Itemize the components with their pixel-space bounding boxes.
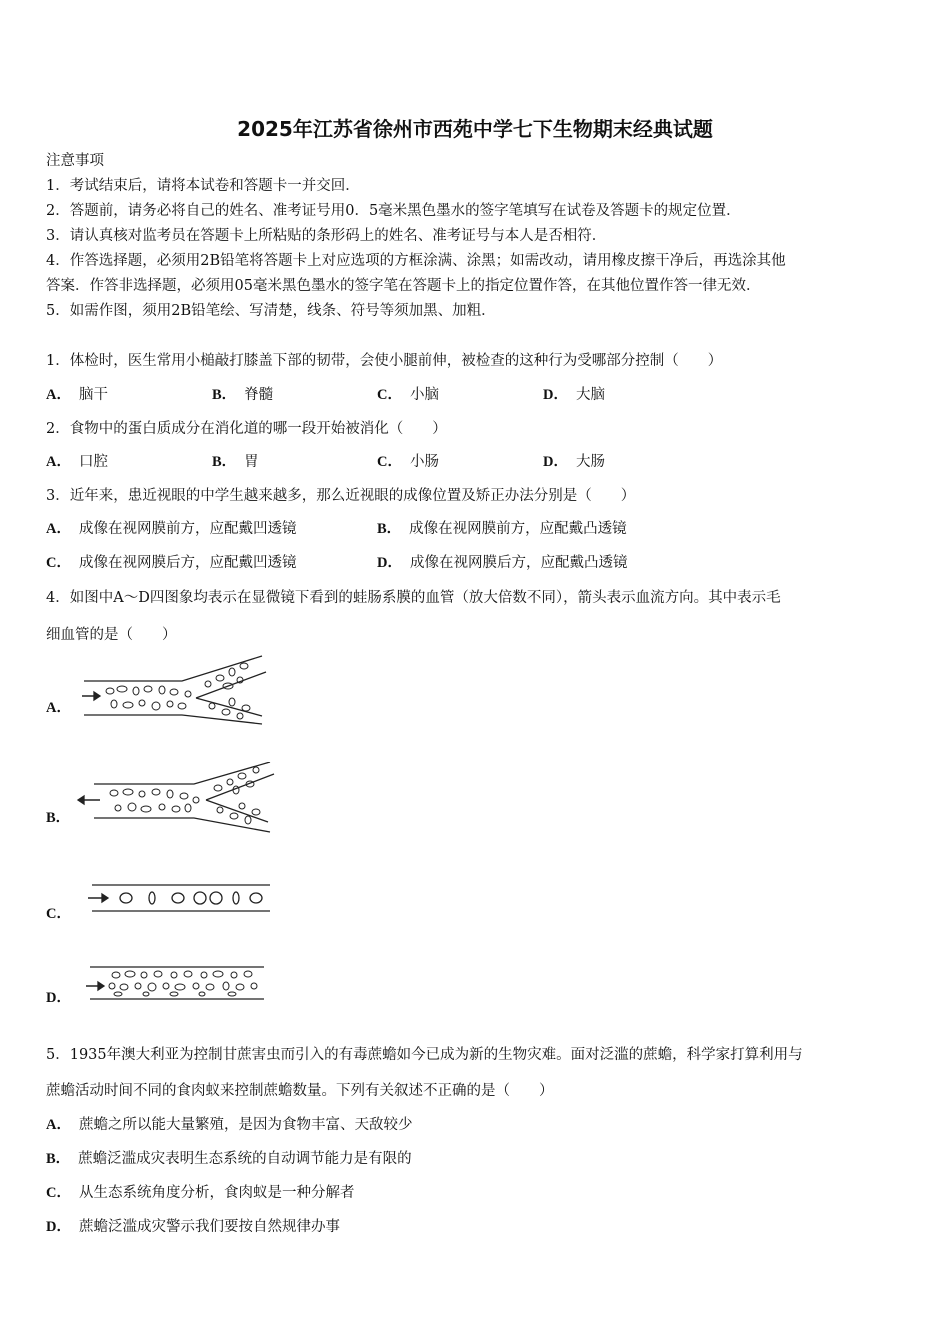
notice-item: 1．考试结束后，请将本试卷和答题卡一并交回． (46, 178, 360, 194)
option-letter: C． (377, 454, 402, 470)
figure-label-d: D． (46, 990, 71, 1006)
question-1-stem: 1．体检时，医生常用小槌敲打膝盖下部的韧带，会使小腿前伸，被检查的这种行为受哪部分控制（ ） (46, 353, 723, 369)
option-text: 蔗蟾泛滥成灾表明生态系统的自动调节能力是有限的 (78, 1151, 412, 1167)
question-2-stem: 2．食物中的蛋白质成分在消化道的哪一段开始被消化（ ） (46, 421, 447, 437)
q1-option-c (377, 385, 439, 405)
option-letter: A． (46, 521, 71, 537)
option-letter: B． (46, 1151, 71, 1167)
option-letter: B． (212, 454, 237, 470)
question-4-stem: 细血管的是（ ） (46, 627, 177, 643)
notice-item: 2．答题前，请务必将自己的姓名、准考证号用0．5毫米黑色墨水的签字笔填写在试卷及答题卡的规定位置． (46, 203, 741, 219)
option-text: 成像在视网膜前方，应配戴凹透镜 (78, 521, 297, 537)
option-letter: A． (46, 1117, 71, 1133)
question-5-stem: 蔗蟾活动时间不同的食肉蚁来控制蔗蟾数量。下列有关叙述不正确的是（ ） (46, 1083, 554, 1099)
option-letter: D． (46, 1219, 71, 1235)
option-letter: A． (46, 454, 71, 470)
option-text: 成像在视网膜后方，应配戴凹透镜 (78, 555, 297, 571)
option-letter: B． (212, 387, 237, 403)
option-letter: C． (46, 1185, 71, 1201)
q2-option-b (212, 452, 259, 472)
option-text: 从生态系统角度分析，食肉蚁是一种分解者 (78, 1185, 355, 1201)
notice-heading: 注意事项 (46, 153, 104, 169)
q5-option-b (46, 1149, 412, 1169)
option-letter: D． (377, 555, 402, 571)
option-text: 成像在视网膜后方，应配戴凸透镜 (409, 555, 628, 571)
option-text: 蔗蟾泛滥成灾警示我们要按自然规律办事 (78, 1219, 340, 1235)
vessel-figure-a (70, 654, 270, 726)
vessel-figure-c (78, 878, 273, 918)
q1-option-b (212, 385, 273, 405)
option-text: 成像在视网膜前方，应配戴凸透镜 (409, 521, 627, 537)
figure-label-b: B． (46, 810, 71, 826)
option-letter: A． (46, 387, 71, 403)
figure-label-c: C． (46, 906, 71, 922)
q5-option-d (46, 1217, 340, 1237)
option-text: 小脑 (409, 387, 439, 403)
notice-item: 5．如需作图，须用2B铅笔绘、写清楚，线条、符号等须加黑、加粗． (46, 303, 496, 319)
option-text: 大脑 (575, 387, 605, 403)
q2-option-d (543, 452, 605, 472)
question-3-stem: 3．近年来，患近视眼的中学生越来越多，那么近视眼的成像位置及矫正办法分别是（ ） (46, 488, 636, 504)
q1-option-d (543, 385, 605, 405)
option-text: 蔗蟾之所以能大量繁殖，是因为食物丰富、天敌较少 (78, 1117, 413, 1133)
q2-option-a (46, 452, 108, 472)
option-text: 脊髓 (244, 387, 274, 403)
q5-option-a (46, 1115, 412, 1135)
page-title: 2025年江苏省徐州市西苑中学七下生物期末经典试题 (237, 117, 713, 141)
q2-option-c (377, 452, 439, 472)
q5-option-c (46, 1183, 354, 1203)
option-text: 大肠 (575, 454, 605, 470)
option-letter: D． (543, 387, 568, 403)
q3-option-d (377, 553, 627, 573)
option-text: 口腔 (78, 454, 108, 470)
option-text: 脑干 (78, 387, 108, 403)
q3-option-b (377, 519, 627, 539)
vessel-figure-b (70, 762, 275, 834)
option-letter: C． (46, 555, 71, 571)
q1-option-a (46, 385, 108, 405)
q3-option-c (46, 553, 296, 573)
option-letter: B． (377, 521, 402, 537)
question-5-stem: 5．1935年澳大利亚为控制甘蔗害虫而引入的有毒蔗蟾如今已成为新的生物灾难。面对泛滥的蔗蟾，科学家打算利用与 (46, 1047, 803, 1063)
vessel-figure-d (78, 962, 268, 1002)
notice-item: 4．作答选择题，必须用2B铅笔将答题卡上对应选项的方框涂满、涂黑；如需改动，请用橡皮擦干净后，再选涂其他 (46, 253, 786, 269)
option-text: 小肠 (409, 454, 439, 470)
option-text: 胃 (244, 454, 259, 470)
notice-item: 答案．作答非选择题，必须用05毫米黑色墨水的签字笔在答题卡上的指定位置作答，在其他位置作答一律无效． (46, 278, 761, 294)
question-4-stem: 4．如图中A～D四图象均表示在显微镜下看到的蛙肠系膜的血管（放大倍数不同），箭头表示血流方向。其中表示毛 (46, 590, 781, 606)
figure-label-a: A． (46, 700, 71, 716)
notice-item: 3．请认真核对监考员在答题卡上所粘贴的条形码上的姓名、准考证号与本人是否相符． (46, 228, 607, 244)
option-letter: D． (543, 454, 568, 470)
option-letter: C． (377, 387, 402, 403)
q3-option-a (46, 519, 296, 539)
